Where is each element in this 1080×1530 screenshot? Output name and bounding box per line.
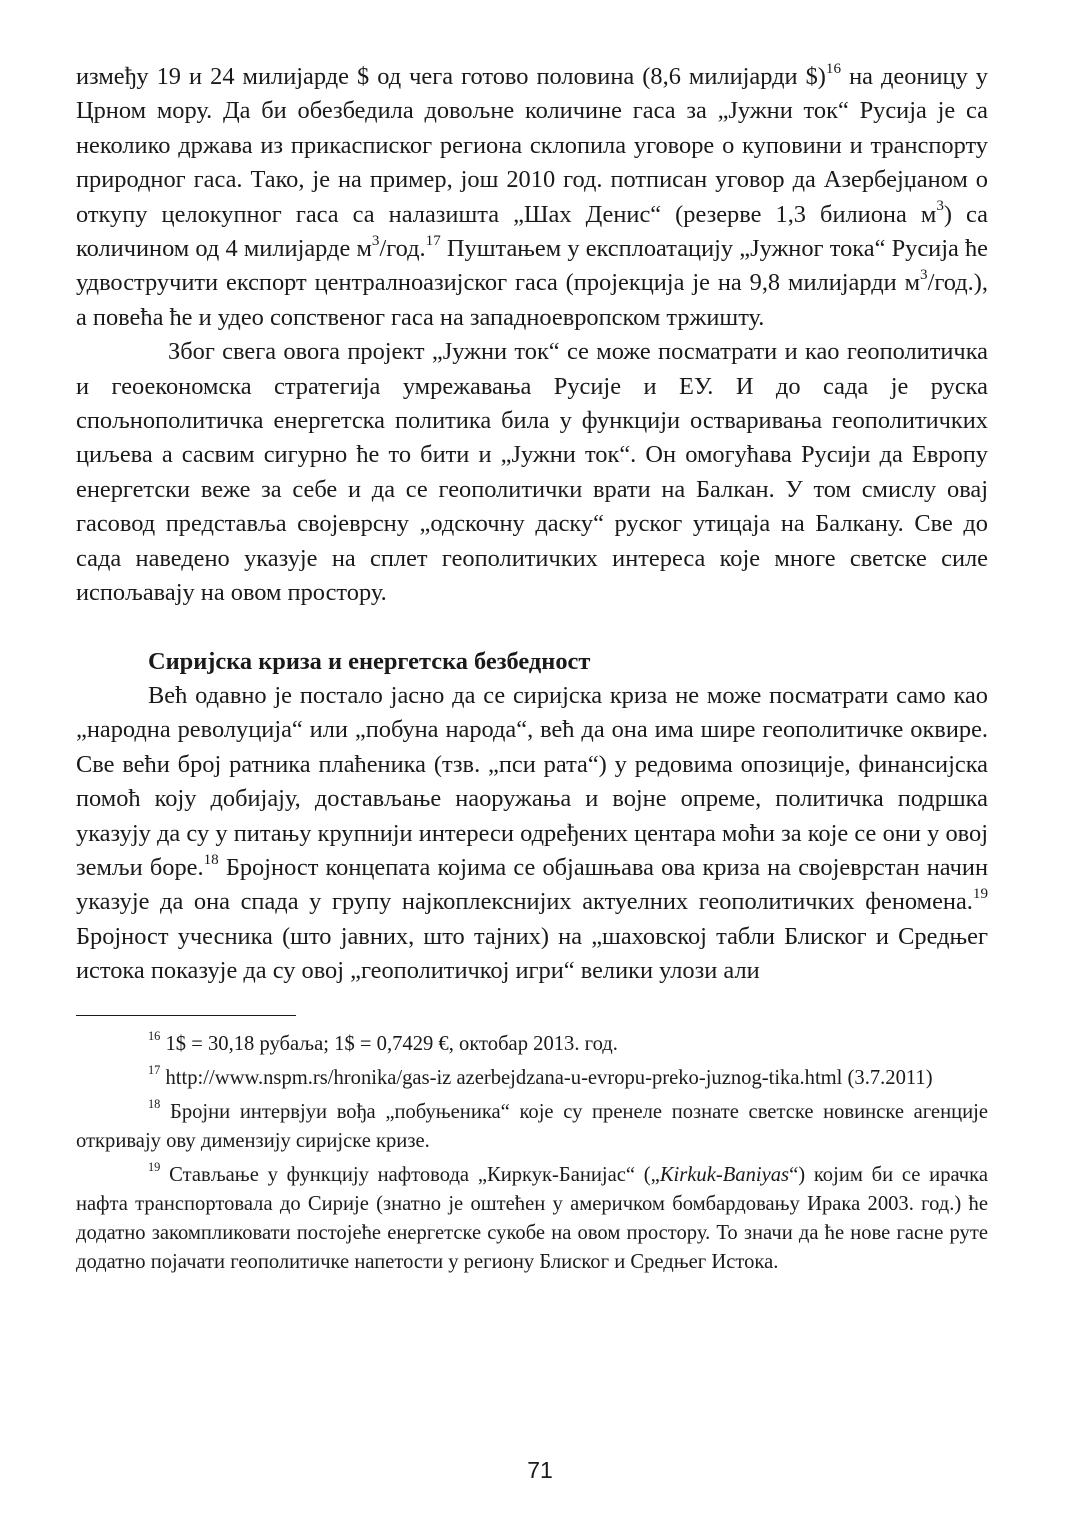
paragraph-syrian-crisis bbox=[76, 679, 988, 989]
footnote-link[interactable]: http://www.nspm.rs/hronika/gas-iz azerbejdzana-u-evropu-preko-juznog-tika.html (3.7.2011) bbox=[160, 1066, 933, 1089]
superscript-cubic: 3 bbox=[371, 232, 380, 249]
page-content bbox=[76, 60, 988, 1282]
text-run: између 19 и 24 милијарде $ од чега готово половина (8,6 милијарди $) bbox=[76, 63, 826, 90]
text-run: на деоницу у Црном мору. Да би обезбедила довољне количине гаса за „Јужни ток“ Русија је са неколико држава из прикасписког региона склопила уговоре о куповини и транспорту природног гаса. Тако, је на пример, још 2010 год. потписан уговор да Азербејџаном о откупу целокупног гаса са налазишта „Шах Денис“ (резерве 1,3 билиона м bbox=[76, 63, 988, 228]
footnote-text: “) којим би се ирачка нафта транспортовала до Сирије (знатно је оштећен у америчком бомбардовању Ирака 2003. год.) ће додатно закомпликовати постојеће енергетске сукобе на овом простору. То значи да ће нове гасне руте додатно појачати геополитичке напетости у региону Блиског и Средњег Истока. bbox=[76, 1163, 989, 1273]
footnote-text: Бројни интервјуи вођа „побуњеника“ које су пренеле познате светске новинске агенције откривају ову димензију сиријске кризе. bbox=[76, 1100, 988, 1152]
footnote-number: 19 bbox=[148, 1159, 161, 1174]
footnote-ref-19[interactable]: 19 bbox=[972, 885, 988, 902]
footnote-italic: Kirkuk-Baniyas bbox=[659, 1163, 790, 1186]
footnote-ref-17[interactable]: 17 bbox=[425, 232, 441, 249]
paragraph-south-stream bbox=[76, 60, 988, 335]
text-run: Већ одавно је постало јасно да се сиријска криза не може посматрати само као „народна револуција“ или „побуна народа“, већ да она има шире геополитичке оквире. Све већи број ратника плаћеника (тзв. „пси рата“) у редовима опозиције, финансијска помоћ коју добијају, достављање наоружања и војне опреме, политичка подршка указују да су у питању крупнији интереси одређених центара моћи за које се они у овој земљи боре. bbox=[76, 681, 988, 881]
footnote-number: 16 bbox=[148, 1028, 161, 1043]
footnote-number: 17 bbox=[148, 1062, 161, 1077]
footnote-text: Стављање у функцију нафтовода „Киркук-Банијас“ („ bbox=[160, 1163, 660, 1186]
footnote-ref-16[interactable]: 16 bbox=[825, 60, 842, 77]
section-heading: Сиријска криза и енергетска безбедност bbox=[148, 647, 591, 675]
footnote-17 bbox=[76, 1064, 988, 1093]
footnote-divider bbox=[76, 1015, 296, 1016]
footnote-19 bbox=[76, 1161, 988, 1277]
footnote-number: 18 bbox=[148, 1096, 161, 1111]
paragraph-geopolitics: Због свега овога пројект „Јужни ток“ се може посматрати и као геополитичка и геоекономска стратегија умрежавања Русије и ЕУ. И до сада је руска спољнополитичка енергетска политика била у функцији остваривања геополитичких циљева а сасвим сигурно ће то бити и „Јужни ток“. Он омогућава Русији да Европу енергетски веже за себе и да се геополитички врати на Балкан. У том смислу овај гасовод представља својеврсну „одскочну даску“ руског утицаја на Балкану. Све до сада наведено указује на сплет геополитичких интереса које многе светске силе испољавају на овом простору. bbox=[76, 338, 988, 607]
text-run: Бројност учесника (што јавних, што тајних) на „шаховској табли Блиског и Средњег истока показује да су овој „геополитичкој игри“ велики улози али bbox=[76, 922, 988, 985]
text-run: /год.), а повећа ће и удео сопственог гаса на западноевропском тржишту. bbox=[76, 269, 988, 331]
page-number: 71 bbox=[527, 1457, 553, 1483]
text-run: Бројност концепата којима се објашњава ова криза на својеврстан начин указује да она спада у групу најкоплекснијих актуелних геополитичких феномена. bbox=[76, 853, 988, 916]
footnote-ref-18[interactable]: 18 bbox=[203, 851, 219, 868]
superscript-cubic: 3 bbox=[936, 198, 944, 215]
footnote-18 bbox=[76, 1098, 988, 1156]
footnote-text: 1$ = 30,18 рубаља; 1$ = 0,7429 €, октобар 2013. год. bbox=[160, 1032, 618, 1055]
text-run: /год. bbox=[379, 235, 426, 263]
text-run: Пуштањем у експлоатацију „Јужног тока“ Русија ће удвостручити експорт централноазијског гаса (пројекција је на 9,8 милијарди м bbox=[76, 235, 988, 297]
footnote-16 bbox=[76, 1030, 988, 1059]
text-run: ) са количином од 4 милијарде м bbox=[76, 200, 989, 263]
superscript-cubic: 3 bbox=[920, 267, 928, 284]
